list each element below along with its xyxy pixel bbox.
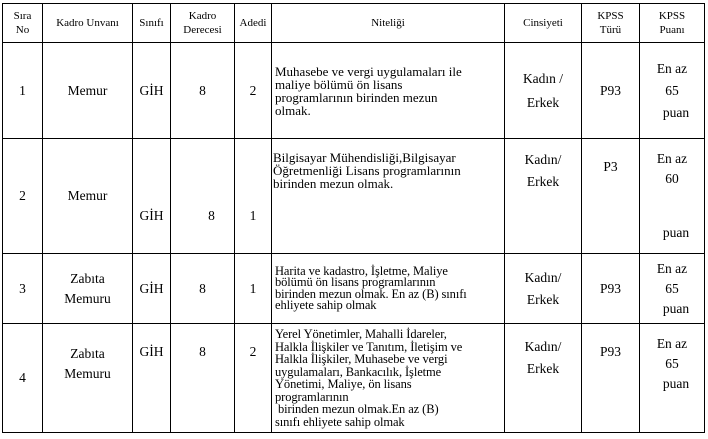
row-no: 1 bbox=[3, 43, 43, 139]
row-unvan: Zabıta Memuru bbox=[43, 254, 133, 324]
row-adet: 2 bbox=[235, 43, 272, 139]
header-row bbox=[3, 4, 705, 43]
row-no: 3 bbox=[3, 254, 43, 324]
row-nitelik: Bilgisayar Mühendisliği,Bilgisayar Öğretmenliği Lisans programlarının birinden mezun olmak. bbox=[272, 139, 505, 254]
table-row bbox=[3, 324, 705, 433]
row-cinsiyet: Kadın/ Erkek bbox=[505, 139, 582, 254]
row-kpss-turu: P3 bbox=[582, 139, 640, 254]
row-nitelik: Yerel Yönetimler, Mahalli İdareler, Halkla İlişkiler ve Tanıtım, İletişim ve Halkla İlişkiler, Muhasebe ve vergi uygulamaları, Bankacılık, İşletme Yönetimi, Maliye, ön lisans programlarının birinden mezun olmak.En az (B) sınıfı ehliyete sahip olmak bbox=[272, 324, 505, 433]
row-kpss-puani: En az 65 puan bbox=[640, 324, 705, 433]
row-adet: 1 bbox=[235, 254, 272, 324]
header-kpss-puani: KPSS Puanı bbox=[640, 4, 705, 43]
header-kadro-derecesi: Kadro Derecesi bbox=[171, 4, 235, 43]
staff-positions-table bbox=[2, 3, 705, 433]
row-cinsiyet: Kadın/ Erkek bbox=[505, 324, 582, 433]
row-derece: 8 bbox=[171, 43, 235, 139]
table-row bbox=[3, 139, 705, 254]
row-kpss-puani: En az 65 puan bbox=[640, 254, 705, 324]
row-kpss-turu: P93 bbox=[582, 254, 640, 324]
row-nitelik: Harita ve kadastro, İşletme, Maliye bölümü ön lisans programlarının birinden mezun olmak. En az (B) sınıfı ehliyete sahip olmak bbox=[272, 254, 505, 324]
row-kpss-puani: En az 60 puan bbox=[640, 139, 705, 254]
row-adet: 1 bbox=[235, 139, 272, 254]
row-nitelik: Muhasebe ve vergi uygulamaları ile maliye bölümü ön lisans programlarının birinden mezun olmak. bbox=[272, 43, 505, 139]
row-cinsiyet: Kadın / Erkek bbox=[505, 43, 582, 139]
row-derece: 8 bbox=[171, 324, 235, 433]
row-sinif: GİH bbox=[133, 139, 171, 254]
row-no: 2 bbox=[3, 139, 43, 254]
header-sinifi: Sınıfı bbox=[133, 4, 171, 43]
header-adedi: Adedi bbox=[235, 4, 272, 43]
header-kadro-unvani: Kadro Unvanı bbox=[43, 4, 133, 43]
row-unvan: Zabıta Memuru bbox=[43, 324, 133, 433]
row-unvan: Memur bbox=[43, 43, 133, 139]
header-sira-no: Sıra No bbox=[3, 4, 43, 43]
row-sinif: GİH bbox=[133, 324, 171, 433]
table-row bbox=[3, 254, 705, 324]
row-kpss-turu: P93 bbox=[582, 324, 640, 433]
row-derece: 8 bbox=[171, 139, 235, 254]
row-unvan: Memur bbox=[43, 139, 133, 254]
header-niteligi: Niteliği bbox=[272, 4, 505, 43]
row-no: 4 bbox=[3, 324, 43, 433]
header-kpss-turu: KPSS Türü bbox=[582, 4, 640, 43]
row-kpss-turu: P93 bbox=[582, 43, 640, 139]
row-derece: 8 bbox=[171, 254, 235, 324]
table-row bbox=[3, 43, 705, 139]
header-cinsiyeti: Cinsiyeti bbox=[505, 4, 582, 43]
row-sinif: GİH bbox=[133, 254, 171, 324]
row-cinsiyet: Kadın/ Erkek bbox=[505, 254, 582, 324]
row-kpss-puani: En az 65 puan bbox=[640, 43, 705, 139]
staff-table-wrapper bbox=[2, 3, 704, 435]
row-sinif: GİH bbox=[133, 43, 171, 139]
row-adet: 2 bbox=[235, 324, 272, 433]
